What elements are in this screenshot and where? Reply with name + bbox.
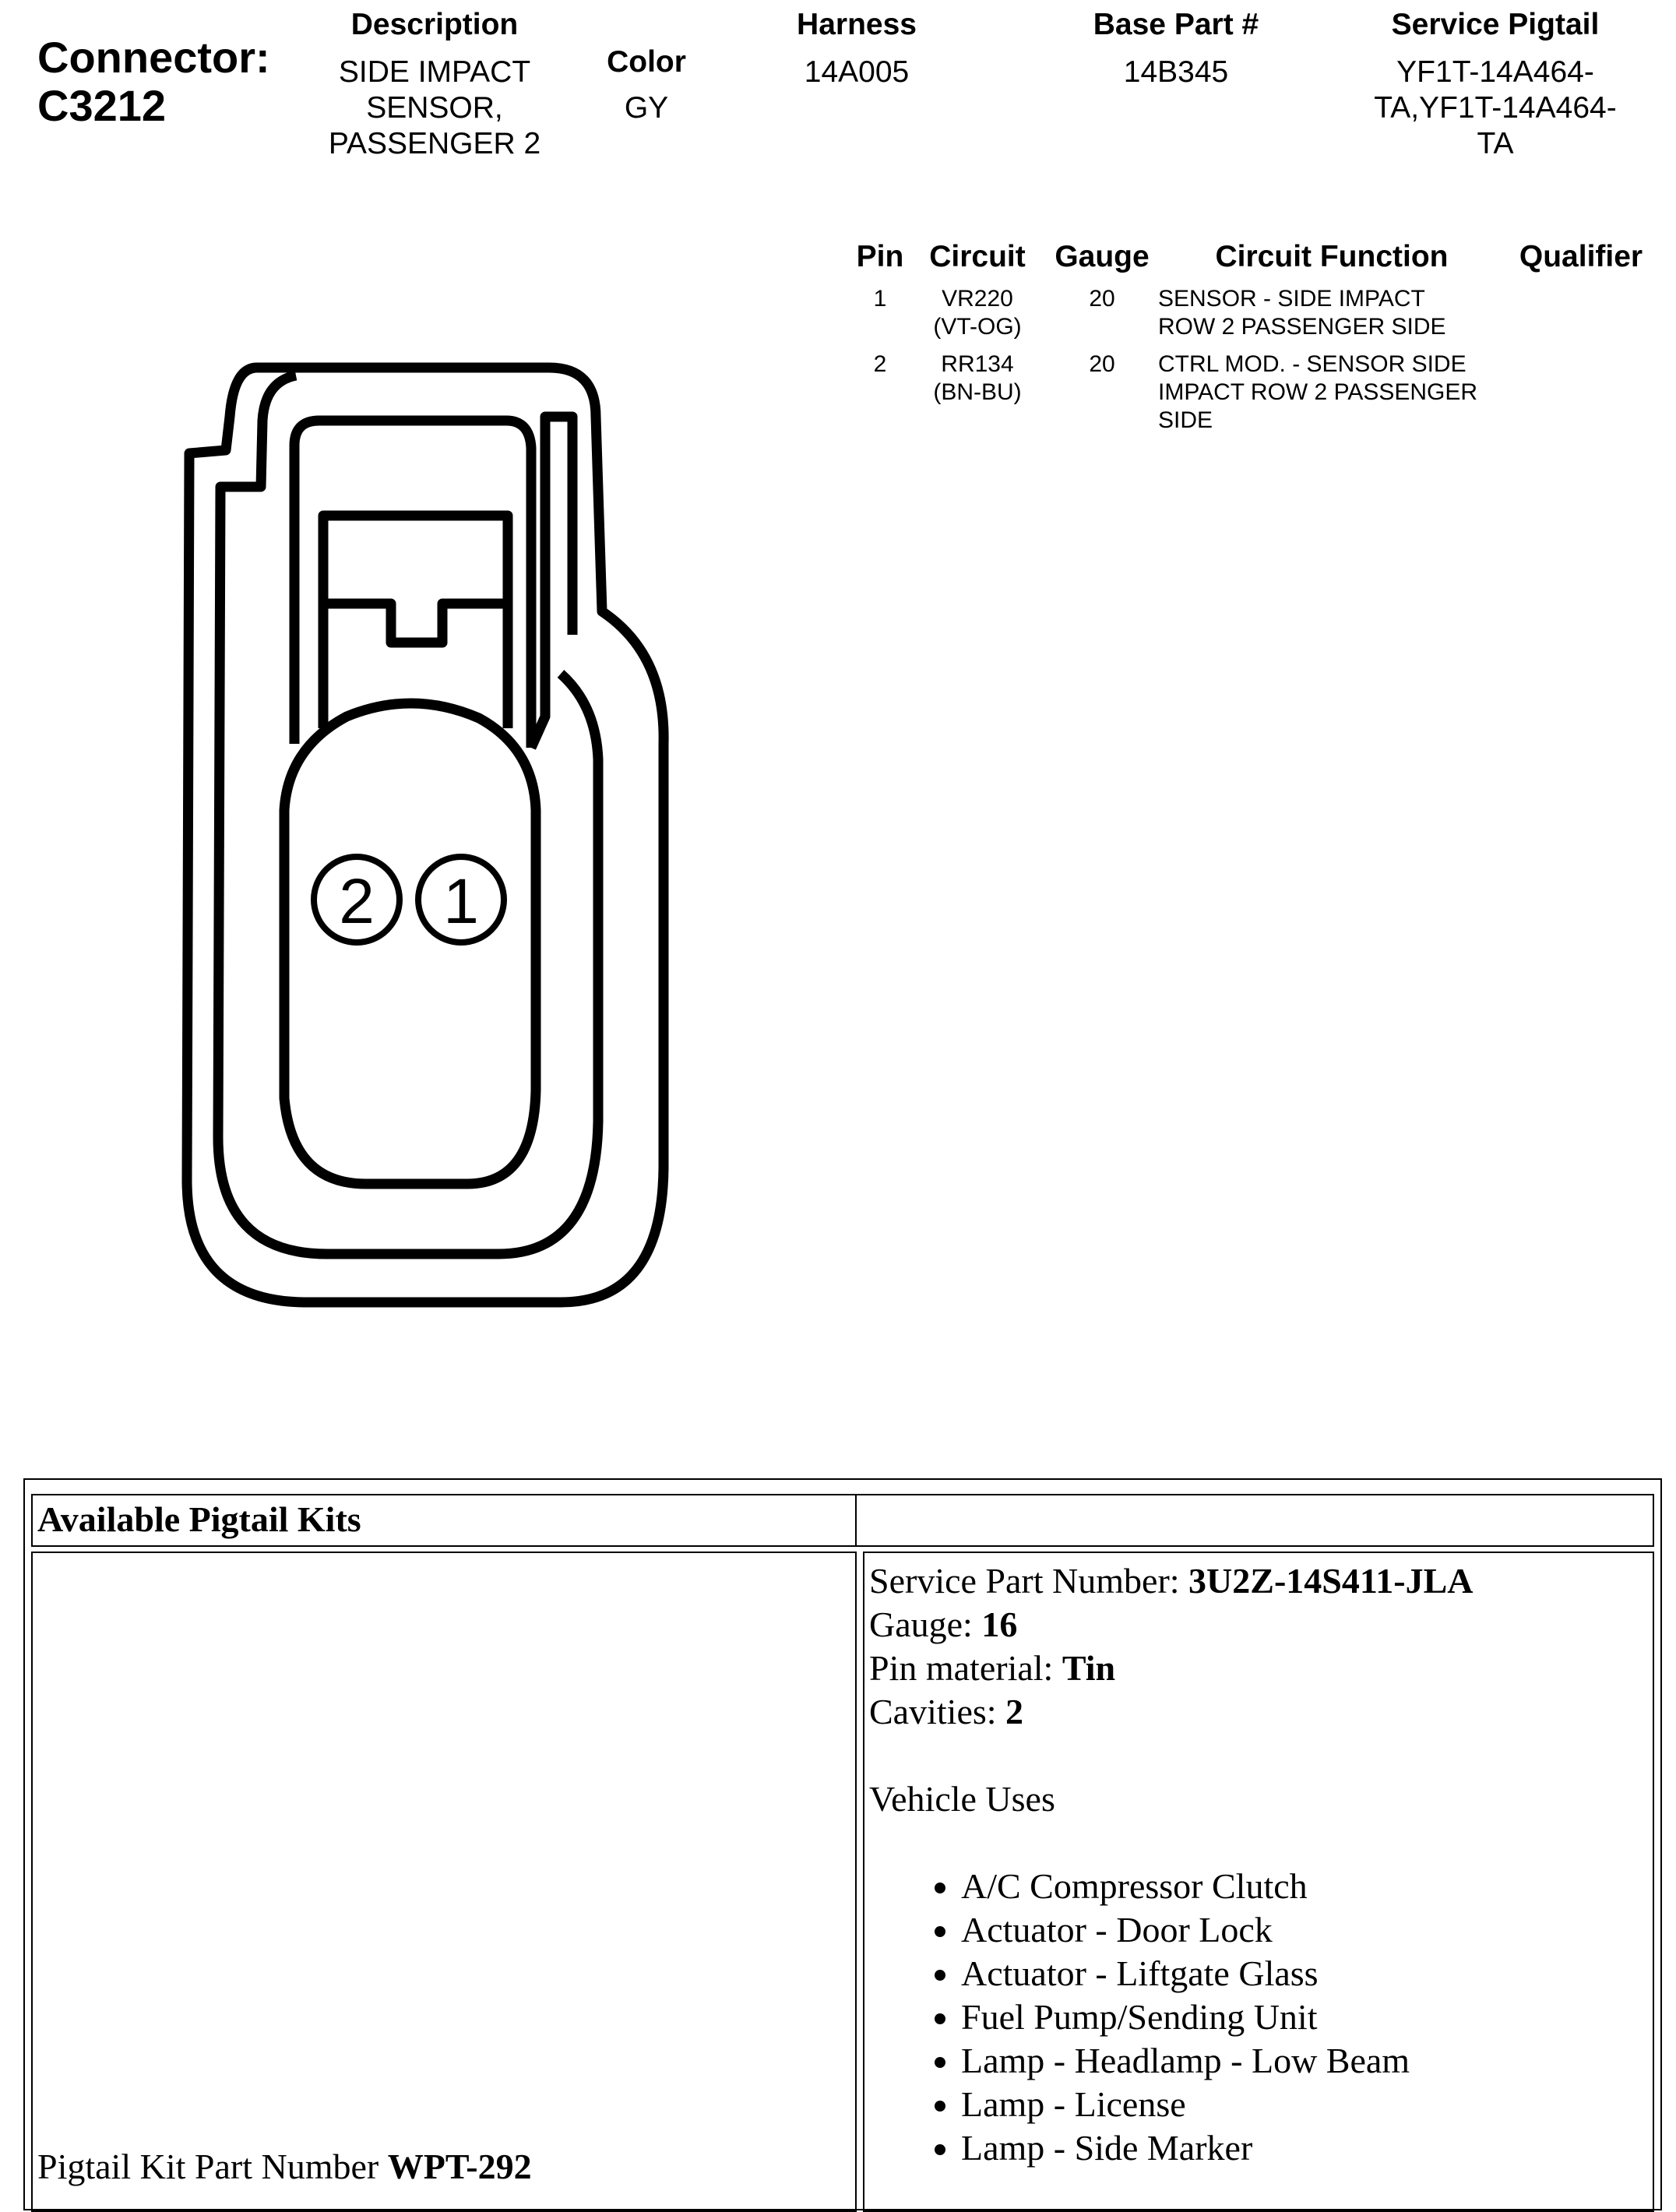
list-item: • Fuel Pump/Sending Unit bbox=[961, 1995, 1648, 2039]
cavities: Cavities: 2 bbox=[869, 1692, 1024, 1731]
pin-material: Pin material: Tin bbox=[869, 1648, 1116, 1688]
list-item: • Actuator - Liftgate Glass bbox=[961, 1952, 1648, 1995]
qualifier-header: Qualifier bbox=[1519, 240, 1643, 273]
gauge-value: 20 bbox=[1089, 286, 1115, 312]
pin-label-2: 2 bbox=[339, 866, 375, 937]
pin-number: 1 bbox=[873, 286, 887, 312]
pigtail-kits-title-cell bbox=[31, 1494, 857, 1547]
color-value: GY bbox=[624, 91, 669, 125]
description-value: SIDE IMPACT SENSOR, PASSENGER 2 bbox=[328, 55, 541, 160]
vehicle-uses-list bbox=[864, 1865, 1648, 2170]
base-part-label: Base Part # bbox=[1093, 8, 1259, 41]
latch-plate bbox=[531, 417, 572, 748]
gauge-header: Gauge bbox=[1055, 240, 1150, 273]
pigtail-kits-title: Available Pigtail Kits bbox=[37, 1499, 361, 1539]
base-part-value: 14B345 bbox=[1123, 55, 1229, 89]
service-pigtail-label: Service Pigtail bbox=[1391, 8, 1600, 41]
pigtail-kit-details-cell bbox=[863, 1552, 1654, 2212]
pin-label-1: 1 bbox=[443, 866, 479, 937]
description-label: Description bbox=[350, 8, 519, 41]
list-item: • Lamp - License bbox=[961, 2083, 1648, 2126]
circuit-function: CTRL MOD. - SENSOR SIDE IMPACT ROW 2 PASSENGER SIDE bbox=[1158, 351, 1478, 433]
pin-housing bbox=[284, 703, 536, 1184]
color-label: Color bbox=[607, 45, 686, 79]
circuit-id: RR134 (BN-BU) bbox=[933, 351, 1022, 405]
list-item: • Actuator - Door Lock bbox=[961, 1908, 1648, 1952]
pigtail-kit-part-number: Pigtail Kit Part Number WPT-292 bbox=[37, 2147, 532, 2186]
pin-cavity-1 bbox=[418, 857, 504, 942]
pigtail-kits-title-spacer bbox=[857, 1494, 1654, 1547]
circuit-function: SENSOR - SIDE IMPACT ROW 2 PASSENGER SIDE bbox=[1158, 286, 1446, 340]
list-item: • A/C Compressor Clutch bbox=[961, 1865, 1648, 1908]
circuit-function-header: Circuit Function bbox=[1215, 240, 1449, 273]
harness-label: Harness bbox=[797, 8, 917, 41]
gauge-value: 20 bbox=[1089, 351, 1115, 377]
pin-cavity-2 bbox=[314, 857, 400, 942]
vehicle-uses-label: Vehicle Uses bbox=[869, 1779, 1055, 1819]
kit-gauge: Gauge: 16 bbox=[869, 1604, 1018, 1644]
connector-label: Connector: bbox=[37, 33, 270, 82]
latch-inner bbox=[323, 516, 508, 728]
pigtail-kit-image-cell bbox=[31, 1552, 857, 2212]
connector-id: C3212 bbox=[37, 81, 167, 130]
harness-value: 14A005 bbox=[804, 55, 910, 89]
circuit-id: VR220 (VT-OG) bbox=[933, 286, 1022, 340]
service-part-number: Service Part Number: 3U2Z-14S411-JLA bbox=[869, 1561, 1474, 1601]
pin-header: Pin bbox=[856, 240, 904, 273]
service-pigtail-value: YF1T-14A464- TA,YF1T-14A464- TA bbox=[1374, 55, 1617, 160]
pin-number: 2 bbox=[873, 351, 887, 377]
list-item: • Lamp - Side Marker bbox=[961, 2126, 1648, 2170]
lock-tab bbox=[323, 604, 508, 643]
circuit-header: Circuit bbox=[929, 240, 1026, 273]
list-item: • Lamp - Headlamp - Low Beam bbox=[961, 2039, 1648, 2083]
